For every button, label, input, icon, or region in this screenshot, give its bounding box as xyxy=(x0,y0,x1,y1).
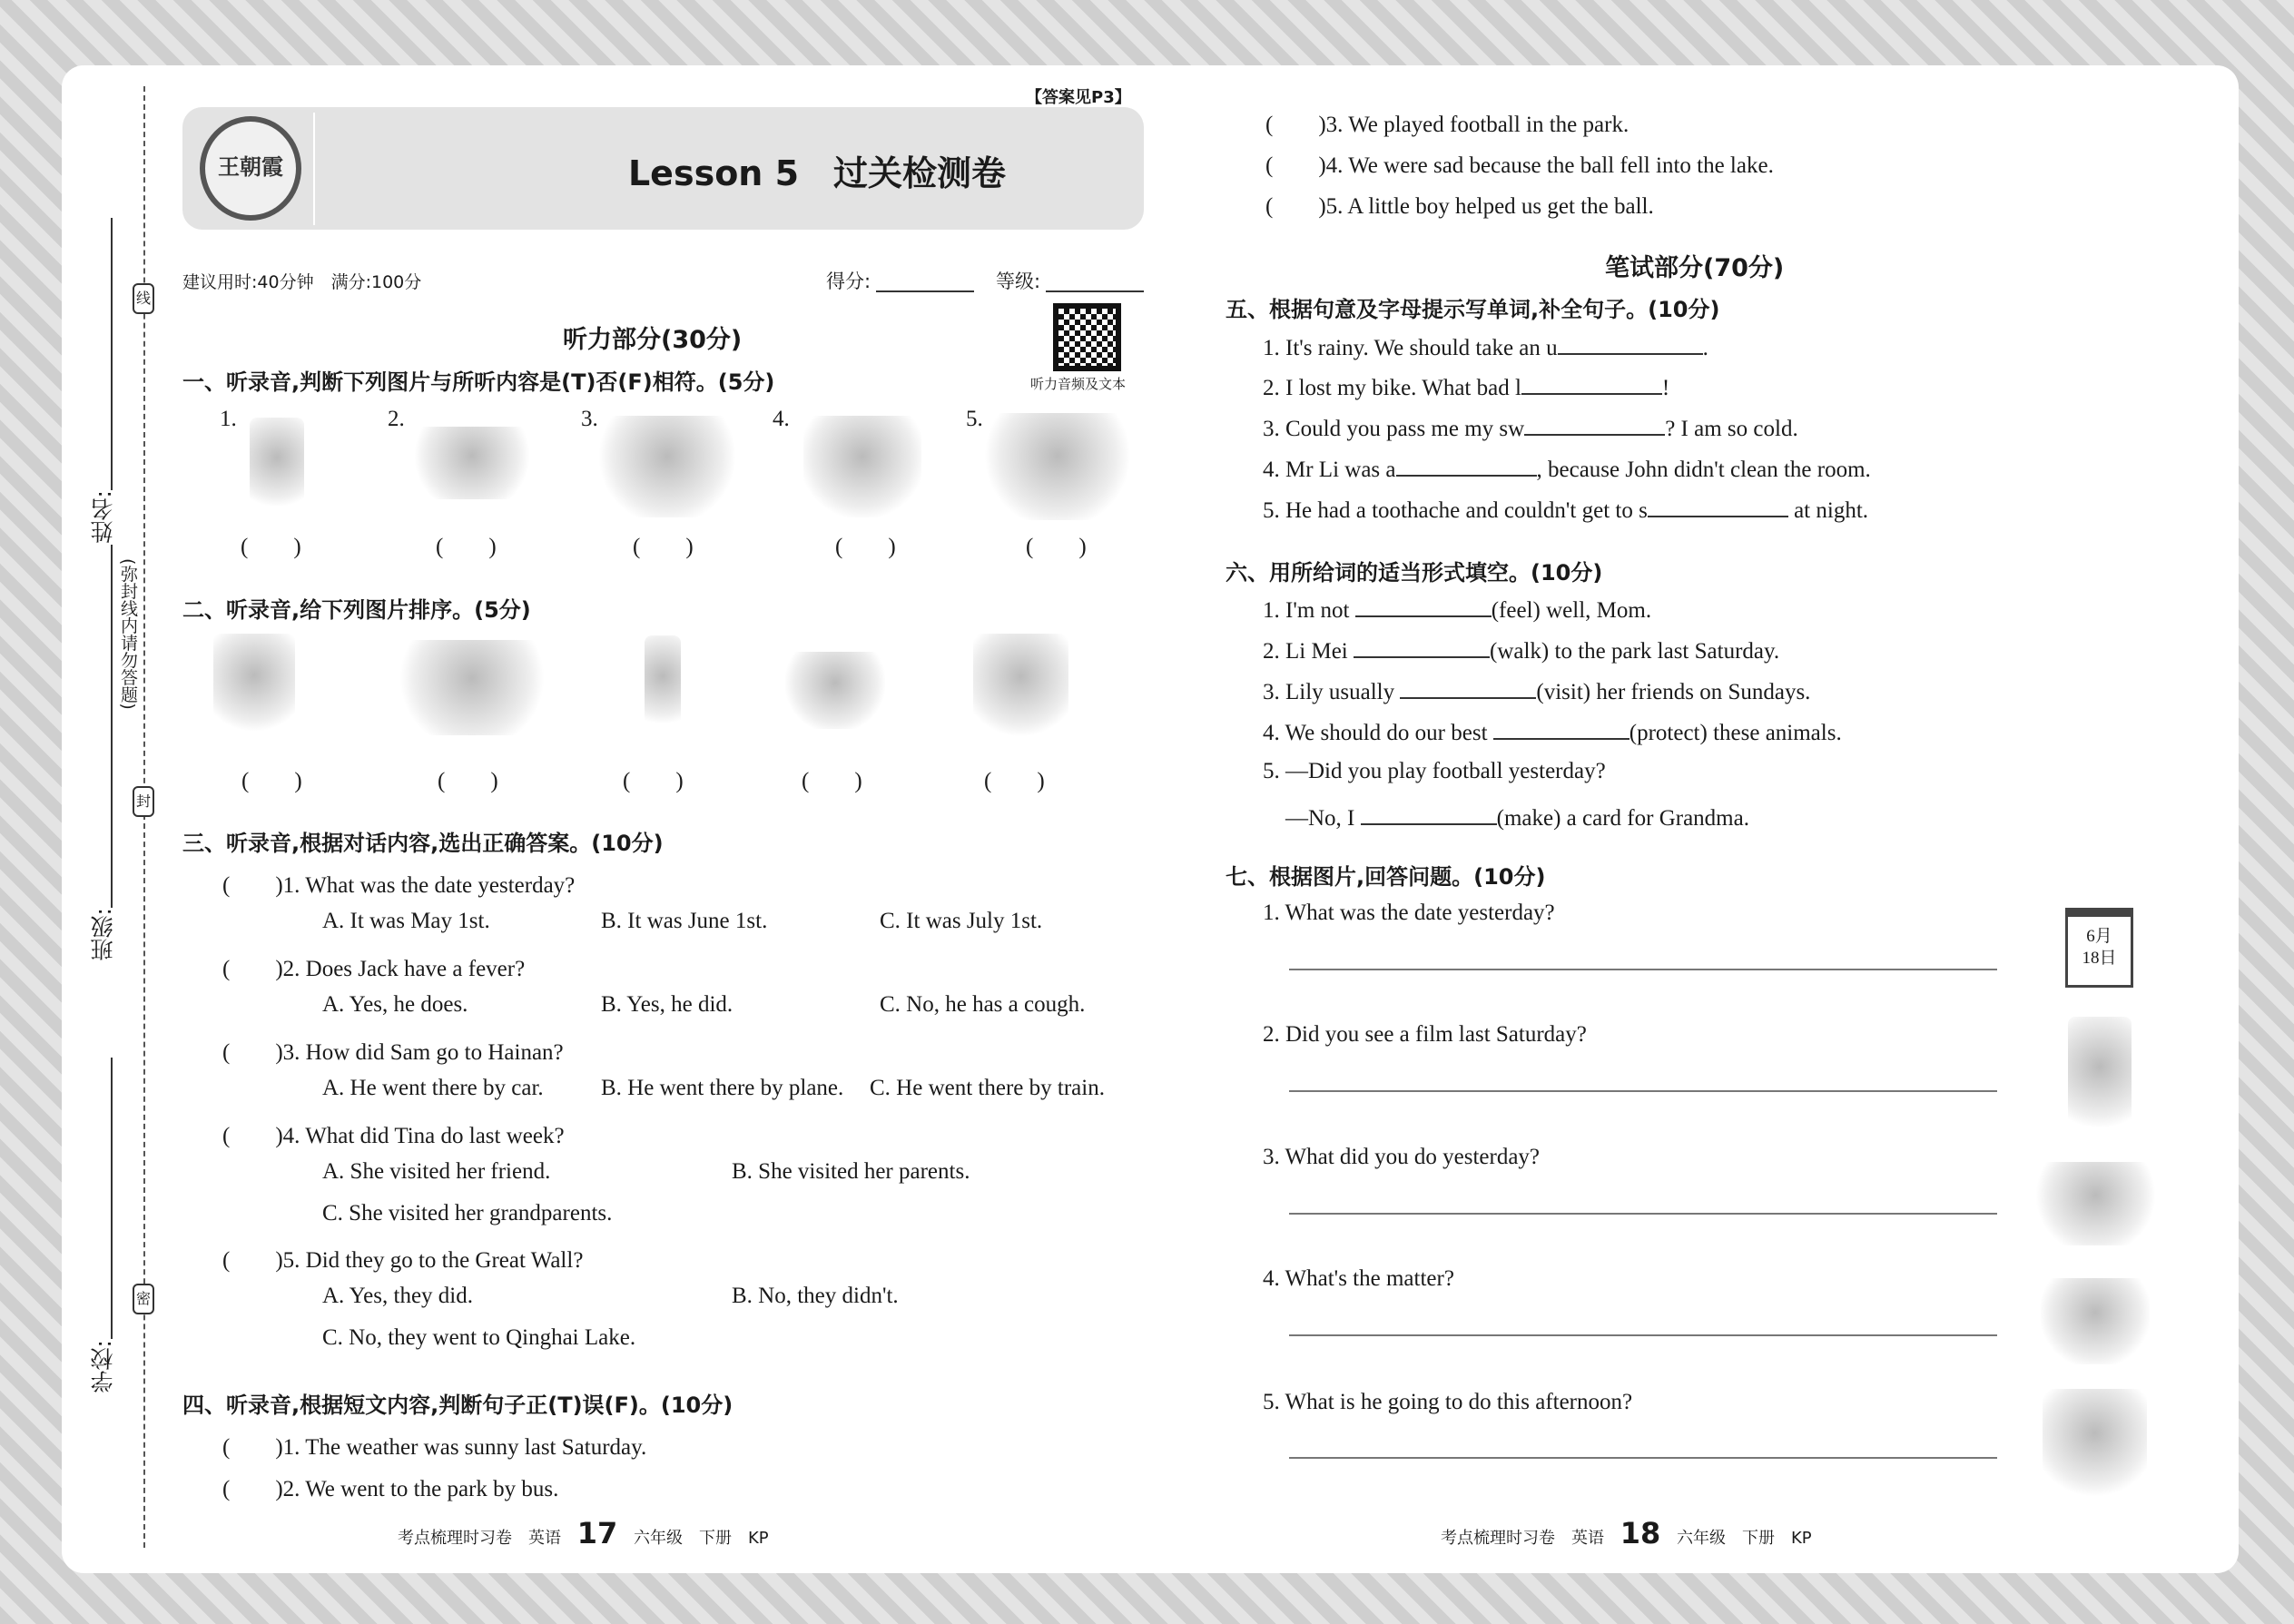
answer-paren[interactable]: ( ) xyxy=(436,535,497,559)
answer-blank[interactable] xyxy=(1521,373,1662,395)
answer-paren[interactable]: ( ) xyxy=(802,769,862,793)
pic-number-1: 1. xyxy=(220,407,237,431)
option-1b: B. It was June 1st. xyxy=(601,909,768,933)
pic-number-4: 4. xyxy=(773,407,790,431)
picture-question-5: 5. What is he going to do this afternoon? xyxy=(1263,1390,1633,1414)
calendar-image xyxy=(2065,908,2133,988)
option-2c: C. No, he has a cough. xyxy=(880,992,1086,1017)
section-2-title: 二、听录音,给下列图片排序。(5分) xyxy=(182,597,531,623)
option-5c: C. No, they went to Qinghai Lake. xyxy=(322,1325,636,1350)
question-5[interactable]: ( )5. Did they go to the Great Wall? xyxy=(222,1248,584,1273)
logo-text: 王朝霞 xyxy=(218,153,283,180)
item-text: (walk) to the park last Saturday. xyxy=(1490,639,1780,664)
verb-item-3[interactable] xyxy=(1263,677,1810,705)
item-text: ? I am so cold. xyxy=(1665,417,1798,441)
score-label: 得分: xyxy=(826,271,871,292)
answer-paren[interactable]: ( ) xyxy=(633,535,694,559)
section-4-title: 四、听录音,根据短文内容,判断句子正(T)误(F)。(10分) xyxy=(182,1393,733,1418)
class-field-line[interactable] xyxy=(111,545,113,908)
pic-number-3: 3. xyxy=(581,407,598,431)
item-text: 3. Lily usually xyxy=(1263,680,1401,704)
boy-drawing-image xyxy=(599,416,735,517)
item-text: 1. It's rainy. We should take an u xyxy=(1263,336,1558,360)
qr-label: 听力音频及文本 xyxy=(1030,376,1127,392)
logo-divider xyxy=(313,113,315,225)
item-text: (make) a card for Grandma. xyxy=(1496,806,1749,831)
verb-item-1[interactable] xyxy=(1263,595,1651,624)
name-label: 姓名: xyxy=(90,490,116,544)
calendar-day: 18日 xyxy=(2082,949,2117,968)
option-1c: C. It was July 1st. xyxy=(880,909,1043,933)
answer-paren[interactable]: ( ) xyxy=(241,769,302,793)
option-3b: B. He went there by plane. xyxy=(601,1076,844,1100)
picture-question-4: 4. What's the matter? xyxy=(1263,1266,1454,1291)
option-5b: B. No, they didn't. xyxy=(732,1284,899,1308)
class-label: 班级: xyxy=(90,908,116,961)
boat-children-image xyxy=(395,640,549,735)
qr-code[interactable] xyxy=(1053,303,1121,371)
question-1[interactable]: ( )1. What was the date yesterday? xyxy=(222,873,576,898)
verb-item-5-answer[interactable] xyxy=(1263,800,1749,832)
swimming-boy-image xyxy=(409,427,536,499)
answer-line[interactable] xyxy=(1289,1457,1997,1459)
section-3-title: 三、听录音,根据对话内容,选出正确答案。(10分) xyxy=(182,831,664,856)
taxi-image xyxy=(785,652,885,729)
fill-item-2[interactable] xyxy=(1263,373,1669,401)
answer-paren[interactable]: ( ) xyxy=(241,535,301,559)
item-text: 4. We should do our best xyxy=(1263,721,1493,745)
section-5-title: 五、根据句意及字母提示写单词,补全句子。(10分) xyxy=(1226,297,1720,322)
verb-item-5-question: 5. —Did you play football yesterday? xyxy=(1263,759,1606,783)
option-3c: C. He went there by train. xyxy=(870,1076,1105,1100)
item-text: (feel) well, Mom. xyxy=(1491,598,1652,623)
seal-mark-line: 线 xyxy=(133,283,154,314)
answer-reference: 【答案见P3】 xyxy=(1026,88,1131,107)
answer-blank[interactable] xyxy=(1493,718,1629,740)
classroom-image xyxy=(985,413,1130,520)
item-text: 4. Mr Li was a xyxy=(1263,458,1396,482)
footer-grade: 六年级 下册 KP xyxy=(634,1529,769,1548)
school-field-line[interactable] xyxy=(111,1058,113,1339)
pic-number-2: 2. xyxy=(388,407,405,431)
fill-item-3[interactable] xyxy=(1263,414,1798,442)
children-group-image xyxy=(803,416,921,517)
headache-boy-image xyxy=(213,634,295,738)
option-2a: A. Yes, he does. xyxy=(322,992,468,1017)
section-1-title: 一、听录音,判断下列图片与所听内容是(T)否(F)相符。(5分) xyxy=(182,369,775,395)
sick-boy-image xyxy=(2041,1278,2150,1364)
answer-line[interactable] xyxy=(1289,1213,1997,1215)
answer-paren[interactable]: ( ) xyxy=(835,535,896,559)
answer-line[interactable] xyxy=(1289,1334,1997,1336)
item-text: (visit) her friends on Sundays. xyxy=(1536,680,1811,704)
tf-item-1[interactable]: ( )1. The weather was sunny last Saturday. xyxy=(222,1435,647,1460)
picture-question-1: 1. What was the date yesterday? xyxy=(1263,901,1555,925)
option-4b: B. She visited her parents. xyxy=(732,1159,970,1184)
page-number: 17 xyxy=(576,1516,618,1550)
answer-paren[interactable]: ( ) xyxy=(1026,535,1087,559)
score-field[interactable] xyxy=(876,290,974,292)
seal-notice: (弥封线内请勿答题) xyxy=(118,558,138,710)
footer-series: 考点梳理时习卷 英语 xyxy=(398,1529,561,1548)
item-text: . xyxy=(1702,336,1708,360)
answer-paren[interactable]: ( ) xyxy=(438,769,498,793)
tf-item-3[interactable]: ( )3. We played football in the park. xyxy=(1265,113,1629,137)
answer-line[interactable] xyxy=(1289,1090,1997,1092)
seal-mark-seal: 封 xyxy=(133,786,154,817)
item-text: 2. I lost my bike. What bad l xyxy=(1263,376,1521,400)
kite-boy-image xyxy=(2068,1017,2132,1142)
question-4[interactable]: ( )4. What did Tina do last week? xyxy=(222,1124,565,1148)
section-6-title: 六、用所给词的适当形式填空。(10分) xyxy=(1226,560,1603,586)
question-2[interactable]: ( )2. Does Jack have a fever? xyxy=(222,957,526,981)
answer-paren[interactable]: ( ) xyxy=(984,769,1045,793)
grade-field[interactable] xyxy=(1046,290,1144,292)
tf-item-5[interactable]: ( )5. A little boy helped us get the ball. xyxy=(1265,194,1654,219)
option-4c: C. She visited her grandparents. xyxy=(322,1201,613,1225)
footer-grade: 六年级 下册 KP xyxy=(1677,1529,1812,1548)
pic-number-5: 5. xyxy=(966,407,983,431)
answer-paren[interactable]: ( ) xyxy=(623,769,684,793)
item-text: at night. xyxy=(1787,498,1869,523)
watching-tv-image xyxy=(2033,1162,2158,1245)
item-text: 5. He had a toothache and couldn't get to s xyxy=(1263,498,1648,523)
item-text: —No, I xyxy=(1263,806,1361,831)
footer-series: 考点梳理时习卷 英语 xyxy=(1441,1529,1604,1548)
verb-item-4[interactable] xyxy=(1263,718,1842,746)
tf-item-4[interactable]: ( )4. We were sad because the ball fell into the lake. xyxy=(1265,153,1774,178)
option-1a: A. It was May 1st. xyxy=(322,909,490,933)
fill-item-5[interactable] xyxy=(1263,496,1868,524)
picture-question-2: 2. Did you see a film last Saturday? xyxy=(1263,1022,1587,1047)
section-7-title: 七、根据图片,回答问题。(10分) xyxy=(1226,864,1546,890)
library-image xyxy=(973,634,1068,741)
calendar-month: 6月 xyxy=(2086,927,2112,946)
option-4a: A. She visited her friend. xyxy=(322,1159,551,1184)
verb-item-2[interactable] xyxy=(1263,636,1779,664)
fill-item-4[interactable] xyxy=(1263,455,1871,483)
footer-left xyxy=(398,1516,769,1550)
option-3a: A. He went there by car. xyxy=(322,1076,544,1100)
painting-boy-image xyxy=(2043,1389,2147,1500)
answer-blank[interactable] xyxy=(1558,333,1703,355)
answer-blank[interactable] xyxy=(1361,803,1497,825)
answer-blank[interactable] xyxy=(1355,595,1492,617)
seal-mark-secret: 密 xyxy=(133,1284,154,1314)
answer-blank[interactable] xyxy=(1400,677,1536,699)
item-text: ! xyxy=(1661,376,1670,400)
fish-image xyxy=(645,635,681,737)
tf-item-2[interactable]: ( )2. We went to the park by bus. xyxy=(222,1477,559,1501)
name-field-line[interactable] xyxy=(111,218,113,490)
picture-question-3: 3. What did you do yesterday? xyxy=(1263,1145,1541,1169)
option-2b: B. Yes, he did. xyxy=(601,992,733,1017)
writing-section-title: 笔试部分(70分) xyxy=(1605,254,1785,282)
item-text: 3. Could you pass me my sw xyxy=(1263,417,1525,441)
listening-section-title: 听力部分(30分) xyxy=(563,326,743,354)
item-text: 2. Li Mei xyxy=(1263,639,1354,664)
grade-label: 等级: xyxy=(996,271,1041,292)
school-label: 学校: xyxy=(90,1340,116,1393)
answer-blank[interactable] xyxy=(1648,496,1788,517)
item-text: , because John didn't clean the room. xyxy=(1536,458,1871,482)
item-text: (protect) these animals. xyxy=(1629,721,1842,745)
fill-item-1[interactable] xyxy=(1263,333,1708,361)
question-3[interactable]: ( )3. How did Sam go to Hainan? xyxy=(222,1040,564,1065)
footer-right xyxy=(1441,1516,1812,1550)
page-title: Lesson 5 过关检测卷 xyxy=(627,153,1007,193)
time-score-info: 建议用时:40分钟 满分:100分 xyxy=(182,272,422,292)
option-5a: A. Yes, they did. xyxy=(322,1284,473,1308)
publisher-logo xyxy=(200,116,301,221)
answer-blank[interactable] xyxy=(1396,455,1537,477)
answer-blank[interactable] xyxy=(1524,414,1665,436)
item-text: 1. I'm not xyxy=(1263,598,1355,623)
answer-line[interactable] xyxy=(1289,969,1997,970)
page-number: 18 xyxy=(1620,1516,1661,1550)
milk-carton-image xyxy=(250,418,304,517)
answer-blank[interactable] xyxy=(1354,636,1490,658)
